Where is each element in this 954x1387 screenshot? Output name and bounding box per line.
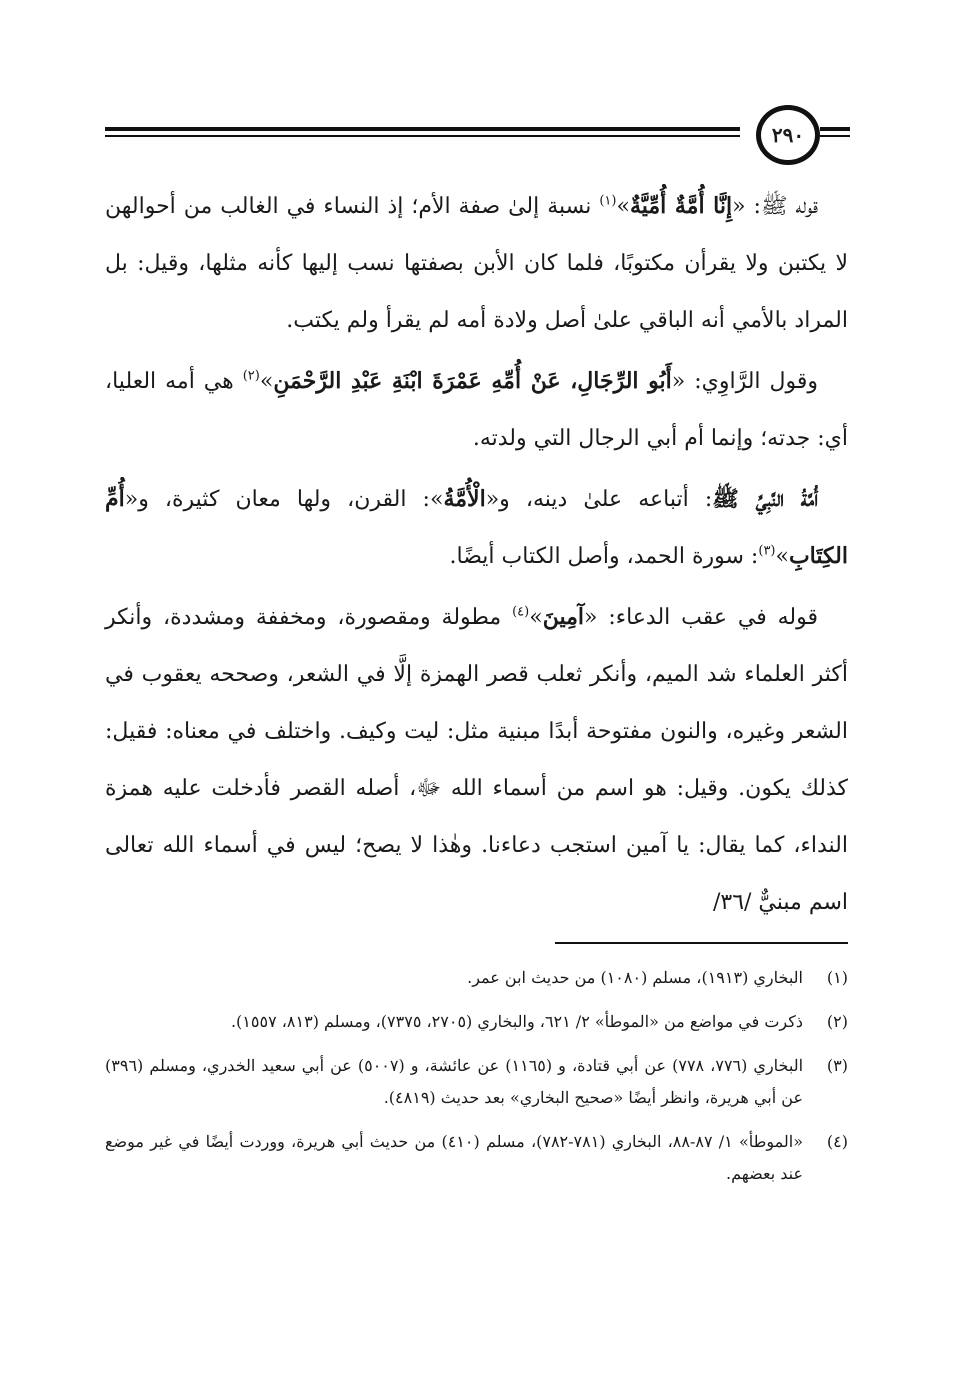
footnote: (٢) ذكرت في مواضع من «الموطأ» ٢/ ٦٢١، والبخاري (٢٧٠٥، ٧٣٧٥)، ومسلم (٨١٣، ١٥٥٧).	[230, 1012, 848, 1031]
footnote-ref[interactable]: (٤)	[512, 604, 530, 620]
footnote: (٤) «الموطأ» ١/ ٨٧-٨٨، البخاري (٧٨١-٧٨٢)، مسلم (٤١٠) من حديث أبي هريرة، ووردت أيضًا في غير موضع عند بعضهم.	[105, 1132, 848, 1183]
paragraph-2: وقول الرَّاوِي: «أَبُو الرِّجَالِ، عَنْ أُمِّهِ عَمْرَةَ ابْنَةِ عَبْدِ الرَّحْمَنِ»$^{(٢)}$ هي أمه العليا، أي: جدته؛ وإنما أم أبي الرجال التي ولدته.	[105, 368, 848, 451]
page-number: ٢٩٠	[756, 105, 820, 165]
paragraph-1: قوله ﷺ: «إِنَّا أُمَّةٌ أُمِّيَّةٌ»$^{(١)}$ نسبة إلىٰ صفة الأم؛ إذ النساء في الغالب من أحوالهن لا يكتبن ولا يقرأن مكتوبًا، فلما كان الأبن بصفتها نسب إليها كأنه مثلها، وقيل: بل المراد بالأمي أنه الباقي علىٰ أصل ولادة أمه لم يقرأ ولم يكتب.	[105, 193, 848, 333]
paragraph-3: أُمَّةُ النَّبِيِّ ﷺ: أتباعه علىٰ دينه، و«الْأُمَّةُ»: القرن، ولها معان كثيرة، و«أُمِّ الكِتَابِ»$^{(٣)}$: سورة الحمد، وأصل الكتاب أيضًا.	[105, 486, 848, 569]
footnote: (١) البخاري (١٩١٣)، مسلم (١٠٨٠) من حديث ابن عمر.	[467, 968, 848, 987]
header-rule-right	[820, 127, 850, 137]
header-rule	[105, 127, 740, 131]
footnote-ref[interactable]: (٢)	[242, 368, 260, 384]
footnote-ref[interactable]: (٣)	[758, 543, 776, 559]
header-rule-thin	[105, 135, 740, 137]
footnotes	[105, 962, 848, 1202]
page-header	[105, 103, 850, 167]
footnote-separator	[555, 942, 848, 944]
footnote: (٣) البخاري (٧٧٦، ٧٧٨) عن أبي قتادة، و (١١٦٥) عن عائشة، و (٥٠٠٧) عن أبي سعيد الخدري، ومسلم (٣٩٦) عن أبي هريرة، وانظر أيضًا «صحيح البخاري» بعد حديث (٤٨١٩).	[105, 1056, 848, 1107]
main-text	[105, 178, 848, 935]
paragraph-4: قوله في عقب الدعاء: «آمِينَ»$^{(٤)}$ مطولة ومقصورة، ومخففة ومشددة، وأنكر أكثر العلماء شد الميم، وأنكر ثعلب قصر الهمزة إلَّا في الشعر، وصححه يعقوب في الشعر وغيره، والنون مفتوحة أبدًا مبنية مثل: ليت وكيف. واختلف في معناه: فقيل: كذلك يكون. وقيل: هو اسم من أسماء الله ﷻ، أصله القصر فأدخلت عليه همزة النداء، كما يقال: يا آمين استجب دعاءنا. وهٰذا لا يصح؛ ليس في أسماء الله تعالى اسم مبنيٌّ /٣٦/	[105, 604, 848, 915]
footnote-ref[interactable]: (١)	[599, 193, 617, 209]
